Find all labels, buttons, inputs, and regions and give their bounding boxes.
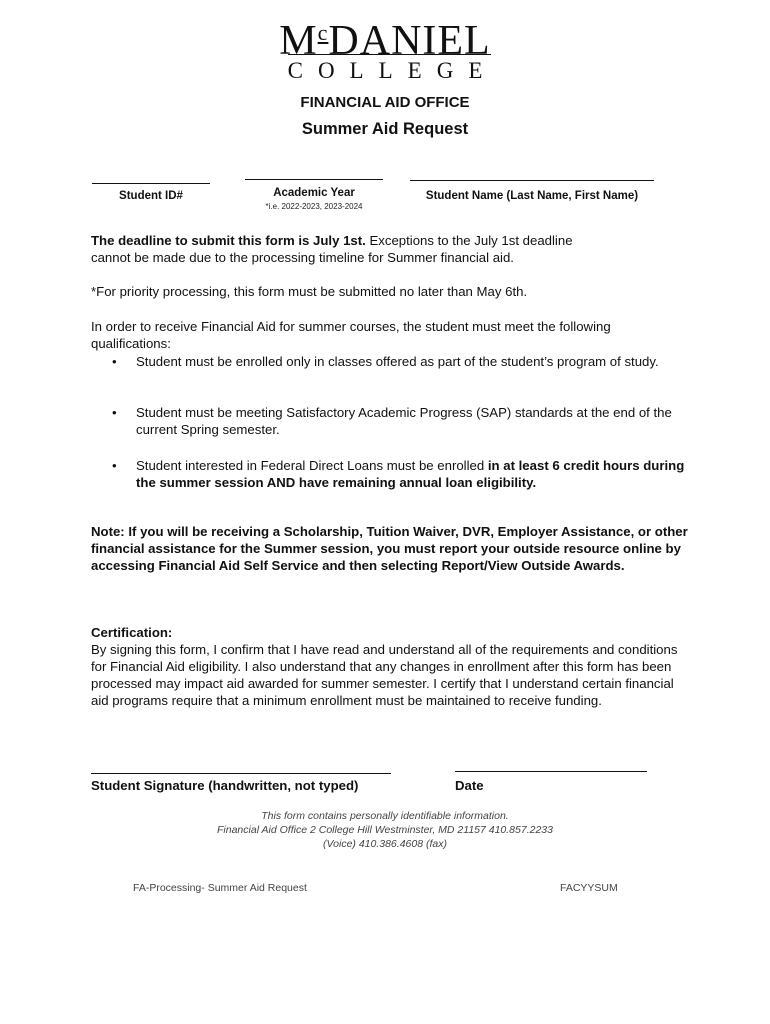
deadline-paragraph [91,232,611,266]
bullet-dot: • [112,405,117,420]
bullet-text [136,457,692,491]
logo-subtitle: COLLEGE [287,58,498,83]
student-id-line[interactable] [92,183,210,184]
logo-name-rest: DANIEL [328,18,491,64]
bullet-text: Student must be meeting Satisfactory Academic Progress (SAP) standards at the end of the current Spring semester. [136,405,672,437]
signature-label: Student Signature (handwritten, not typed) [91,778,359,793]
bullet-text-plain: Student interested in Federal Direct Loans must be enrolled [136,458,488,473]
academic-year-hint: *i.e. 2022-2023, 2023-2024 [265,202,363,211]
logo-divider [288,54,491,55]
deadline-bold: The deadline to submit this form is July 1st. [91,233,366,248]
bullet-dot: • [112,354,117,369]
list-item [112,457,692,497]
form-name: FA-Processing- Summer Aid Request [133,882,307,894]
priority-note: *For priority processing, this form must be submitted no later than May 6th. [91,284,528,299]
certification-text: By signing this form, I confirm that I have read and understand all of the requirements and conditions for Financial Aid eligibility. I also understand that any changes in enrollment after this form has been processed may impact aid awarded for summer semester. I certify that I understand certain financial aid programs require that a minimum enrollment must be maintained to receive funding. [91,642,678,708]
office-contact: (Voice) 410.386.4608 (fax) [323,838,447,850]
qualifications-intro: In order to receive Financial Aid for summer courses, the student must meet the following qualifications: [91,319,611,351]
list-item [112,353,692,393]
list-item [112,404,692,444]
student-name-line[interactable] [410,180,654,181]
academic-year-label: Academic Year [273,187,355,199]
signature-line[interactable] [91,773,391,774]
logo-name-c: c [317,20,329,45]
bullet-dot: • [112,458,117,473]
college-logo [0,10,770,64]
deadline-rest: Exceptions to the July 1st deadline cannot be made due to the processing timeline for Summer financial aid. [91,233,573,265]
student-name-label: Student Name (Last Name, First Name) [425,190,639,202]
date-line[interactable] [455,771,647,772]
outside-awards-note: Note: If you will be receiving a Scholarship, Tuition Waiver, DVR, Employer Assistance, or other financial assistance for the Summer session, you must report your outside resource online by accessing Financial Aid Self Service and then selecting Report/View Outside Awards. [91,524,688,573]
form-code: FACYYSUM [560,882,618,894]
office-heading: FINANCIAL AID OFFICE [300,94,470,111]
academic-year-line[interactable] [245,179,383,180]
office-address: Financial Aid Office 2 College Hill Westminster, MD 21157 410.857.2233 [217,824,553,836]
bullet-text: Student must be enrolled only in classes offered as part of the student’s program of study. [136,354,659,369]
pii-notice: This form contains personally identifiable information. [261,810,509,822]
bullet-text-bold: in at least 6 credit hours during the summer session AND have remaining annual loan eligibility. [136,458,685,490]
certification-heading: Certification: [91,625,173,640]
form-title: Summer Aid Request [301,120,469,138]
date-label: Date [455,778,484,793]
logo-name-prefix: M [279,18,318,64]
student-id-label: Student ID# [119,190,183,202]
